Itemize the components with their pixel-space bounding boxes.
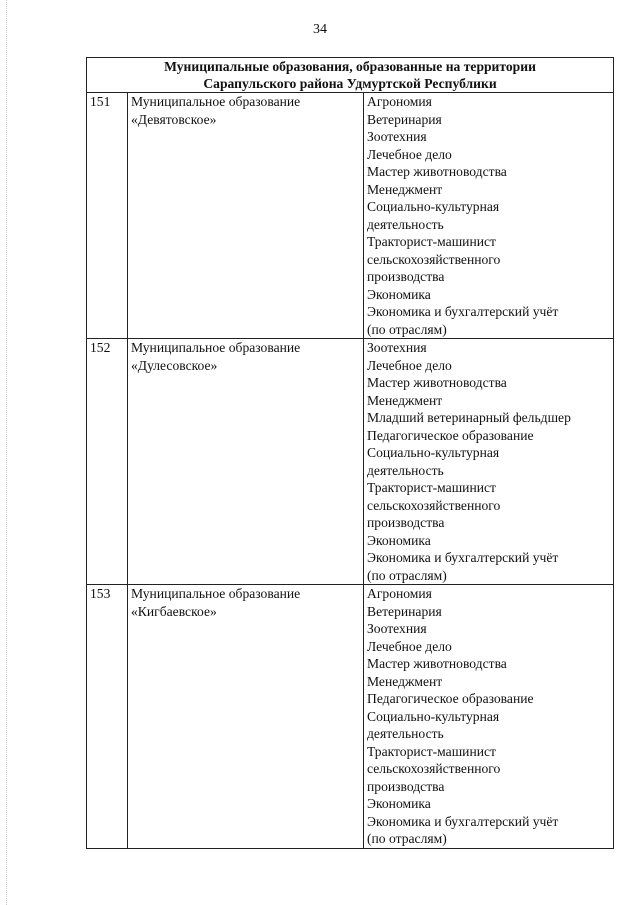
row-number: 152 <box>87 339 128 585</box>
municipality-name <box>128 339 364 585</box>
specialty-line: Младший ветеринарный фельдшер <box>367 410 571 425</box>
specialty-line: производства <box>367 515 445 530</box>
specialty-line: сельскохозяйственного <box>367 497 501 513</box>
page-number: 34 <box>313 22 327 37</box>
specialty-line: Экономика <box>367 796 431 811</box>
municipality-name-line: «Кигбаевское» <box>131 603 217 619</box>
specialty-line: деятельность <box>367 726 444 741</box>
municipality-name <box>128 585 364 849</box>
specialty-line: Ветеринария <box>367 111 442 127</box>
specialty-line: (по отраслям) <box>367 567 447 583</box>
table-row <box>87 339 614 585</box>
specialty-line: Мастер животноводства <box>367 656 507 671</box>
specialty-line: сельскохозяйственного <box>367 251 501 267</box>
specialty-line: Педагогическое образование <box>367 691 534 706</box>
specialty-line: Социально-культурная <box>367 199 500 214</box>
specialty-line: Лечебное дело <box>367 357 452 373</box>
specialty-list <box>364 93 614 339</box>
specialty-line: Зоотехния <box>367 129 427 144</box>
specialty-line: Ветеринария <box>367 603 442 619</box>
municipal-table <box>86 57 614 849</box>
specialty-line: Тракторист-машинист <box>367 234 496 249</box>
municipality-name-line: «Девятовское» <box>131 111 217 127</box>
specialty-line: Менеджмент <box>367 673 443 689</box>
specialty-line: Мастер животноводства <box>367 375 507 390</box>
row-number: 151 <box>87 93 128 339</box>
specialty-line: Агрономия <box>367 586 432 601</box>
header-line-1: Муниципальные образования, образованные на территории <box>164 59 536 74</box>
specialty-line: Менеджмент <box>367 392 443 408</box>
specialty-line: Экономика <box>367 532 431 548</box>
table-header-row <box>87 58 614 93</box>
table-row <box>87 585 614 849</box>
row-number: 153 <box>87 585 128 849</box>
municipality-name-line: «Дулесовское» <box>131 357 218 373</box>
specialty-line: Лечебное дело <box>367 638 452 654</box>
specialty-line: Тракторист-машинист <box>367 743 496 759</box>
municipality-name-line: Муниципальное образование <box>131 94 301 109</box>
specialty-list <box>364 585 614 849</box>
specialty-line: Экономика и бухгалтерский учёт <box>367 813 559 829</box>
municipality-name-line: Муниципальное образование <box>131 340 301 355</box>
specialty-line: Экономика и бухгалтерский учёт <box>367 304 559 319</box>
specialty-line: деятельность <box>367 216 444 232</box>
specialty-line: Мастер животноводства <box>367 164 507 179</box>
header-line-2: Сарапульского района Удмуртской Республики <box>203 76 497 91</box>
specialty-line: Социально-культурная <box>367 445 500 460</box>
municipality-name-line: Муниципальное образование <box>131 586 301 601</box>
specialty-line: Зоотехния <box>367 621 427 636</box>
specialty-line: Педагогическое образование <box>367 427 534 443</box>
scan-edge-line <box>6 0 7 905</box>
specialty-line: Лечебное дело <box>367 146 452 162</box>
table-header <box>87 58 614 93</box>
specialty-line: Агрономия <box>367 94 432 109</box>
specialty-line: Экономика и бухгалтерский учёт <box>367 550 559 565</box>
specialty-line: (по отраслям) <box>367 321 447 337</box>
table-row <box>87 93 614 339</box>
specialty-line: производства <box>367 778 445 794</box>
specialty-line: (по отраслям) <box>367 831 447 846</box>
specialty-line: деятельность <box>367 462 444 478</box>
specialty-line: производства <box>367 269 445 284</box>
specialty-line: Социально-культурная <box>367 708 500 724</box>
specialty-line: Тракторист-машинист <box>367 480 496 495</box>
municipality-name <box>128 93 364 339</box>
specialty-line: Зоотехния <box>367 340 427 355</box>
specialty-line: Экономика <box>367 286 431 302</box>
specialty-list <box>364 339 614 585</box>
specialty-line: сельскохозяйственного <box>367 761 501 776</box>
specialty-line: Менеджмент <box>367 181 443 197</box>
